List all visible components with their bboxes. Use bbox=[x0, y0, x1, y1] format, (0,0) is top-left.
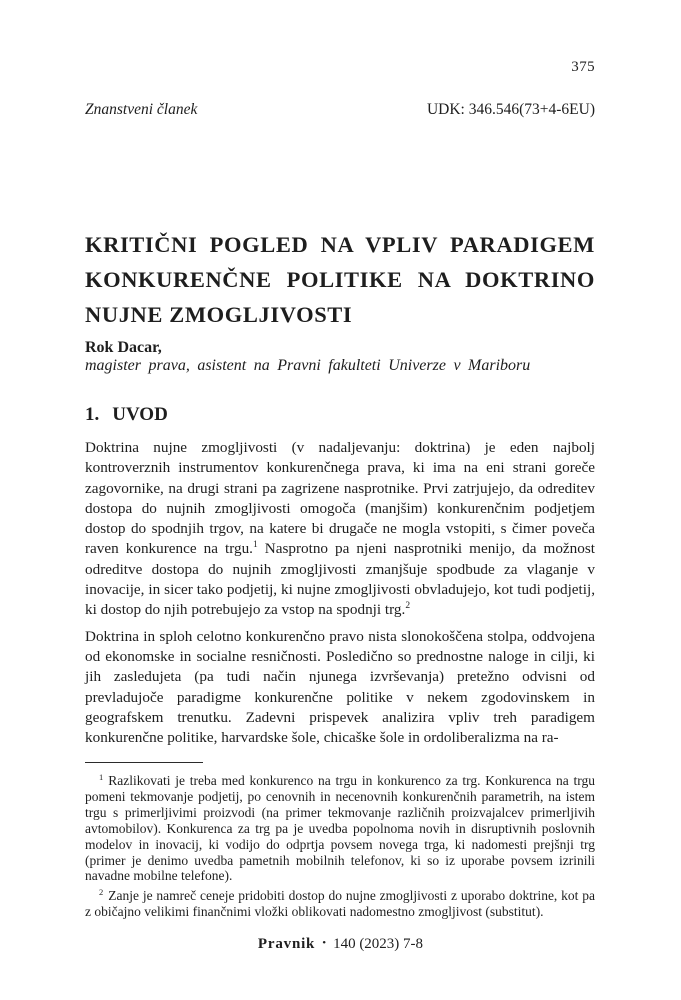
journal-issue: 140 (2023) 7-8 bbox=[333, 936, 424, 952]
title-line: NUJNE ZMOGLJIVOSTI bbox=[85, 302, 353, 327]
paragraph-text: Doktrina nujne zmogljivosti (v nadaljevanju: doktrina) je eden najbolj kontroverznih instrumentov konkurenčnega prava, ki ima na eni strani goreče zagovornike, na drugi strani pa zagrizene nasprotnike. Prvi zatrjujejo, da odreditev dostopa do nujnih zmogljivosti omogoča (manjšim) konkurenčnim podjetjem dostop do spodnjih trgov, na katere bi drugače ne mogla vstopiti, s čimer poveča raven konkurence na trgu. bbox=[85, 439, 595, 558]
title-line: KRITIČNI POGLED NA VPLIV PARADIGEM bbox=[85, 232, 595, 257]
footnote-2 bbox=[85, 888, 595, 920]
journal-footer bbox=[0, 936, 681, 953]
footnote-text: Zanje je namreč ceneje pridobiti dostop do nujne zmogljivosti z uporabo doktrine, kot pa z običajno velikimi finančnimi vložki oblikovati nadomestno zmogljivost (substitut). bbox=[85, 888, 595, 920]
section-number: 1. bbox=[85, 404, 100, 425]
body-paragraph-2: Doktrina in sploh celotno konkurenčno pravo nista slonokoščena stolpa, oddvojena od ekonomske in socialne resničnosti. Posledično so prednostne naloge in cilji, ki jih zasledujeta (pa tudi način njunega izvrševanja) pretežno odvisni od prevladujoče paradigme konkurenčne politike v nekem zgodovinskem in geografskem trenutku. Zadevni prispevek analizira vpliv treh paradigem konkurenčne politike, harvardske šole, chicaške šole in ordoliberalizma na ra- bbox=[85, 627, 595, 747]
author-name: Rok Dacar, bbox=[85, 339, 162, 356]
footnote-reference-2: 2 bbox=[405, 601, 411, 612]
page-number: 375 bbox=[571, 59, 595, 75]
body-paragraph-1 bbox=[85, 438, 595, 621]
footer-bullet-icon: • bbox=[322, 937, 327, 949]
footnote-marker-1: 1 bbox=[99, 771, 104, 782]
footnote-separator bbox=[85, 762, 203, 763]
article-type-label: Znanstveni članek bbox=[85, 101, 198, 118]
paragraph-text: Nasprotno pa njeni nasprotniki menijo, da možnost odreditve dostopa do nujnih zmogljivosti zmanjšuje spodbude za vlaganje v inovacije, in sicer tako podjetij, ki nujne zmogljivosti obvladujejo, kot tudi podjetij, ki dostop do njih potrebujejo za vstop na spodnji trg. bbox=[85, 540, 595, 619]
article-title bbox=[85, 227, 595, 332]
footnote-1 bbox=[85, 773, 595, 884]
author-affiliation: magister prava, asistent na Pravni fakulteti Univerze v Mariboru bbox=[85, 356, 531, 374]
footnote-text: Razlikovati je treba med konkurenco na trgu in konkurenco za trg. Konkurenca na trgu pomeni tekmovanje podjetij, po cenovnih in necenovnih konkurenčnih parametrih, na istem trgu s primerljivimi proizvodi (na primer tekmovanje različnih proizvajalcev primerljivih avtomobilov). Konkurenca za trg pa je uvedba popolnoma novih in disruptivnih poslovnih modelov in inovacij, ki vodijo do odprtja povsem novega trga, ki nadomesti prejšnji trg (primer je denimo uvedba pametnih mobilnih telefonov, ki so iz uporabe povsem izrinili navadne mobilne telefone). bbox=[85, 773, 595, 884]
udk-classification: UDK: 346.546(73+4-6EU) bbox=[426, 101, 595, 118]
page-header bbox=[85, 101, 595, 119]
section-heading bbox=[85, 404, 595, 426]
footnote-area bbox=[85, 762, 595, 920]
journal-name: Pravnik bbox=[257, 936, 316, 952]
footnote-reference-1: 1 bbox=[252, 540, 258, 551]
section-title: UVOD bbox=[112, 404, 168, 425]
footnote-marker-2: 2 bbox=[99, 886, 104, 897]
title-line: KONKURENČNE POLITIKE NA DOKTRINO bbox=[85, 267, 595, 292]
